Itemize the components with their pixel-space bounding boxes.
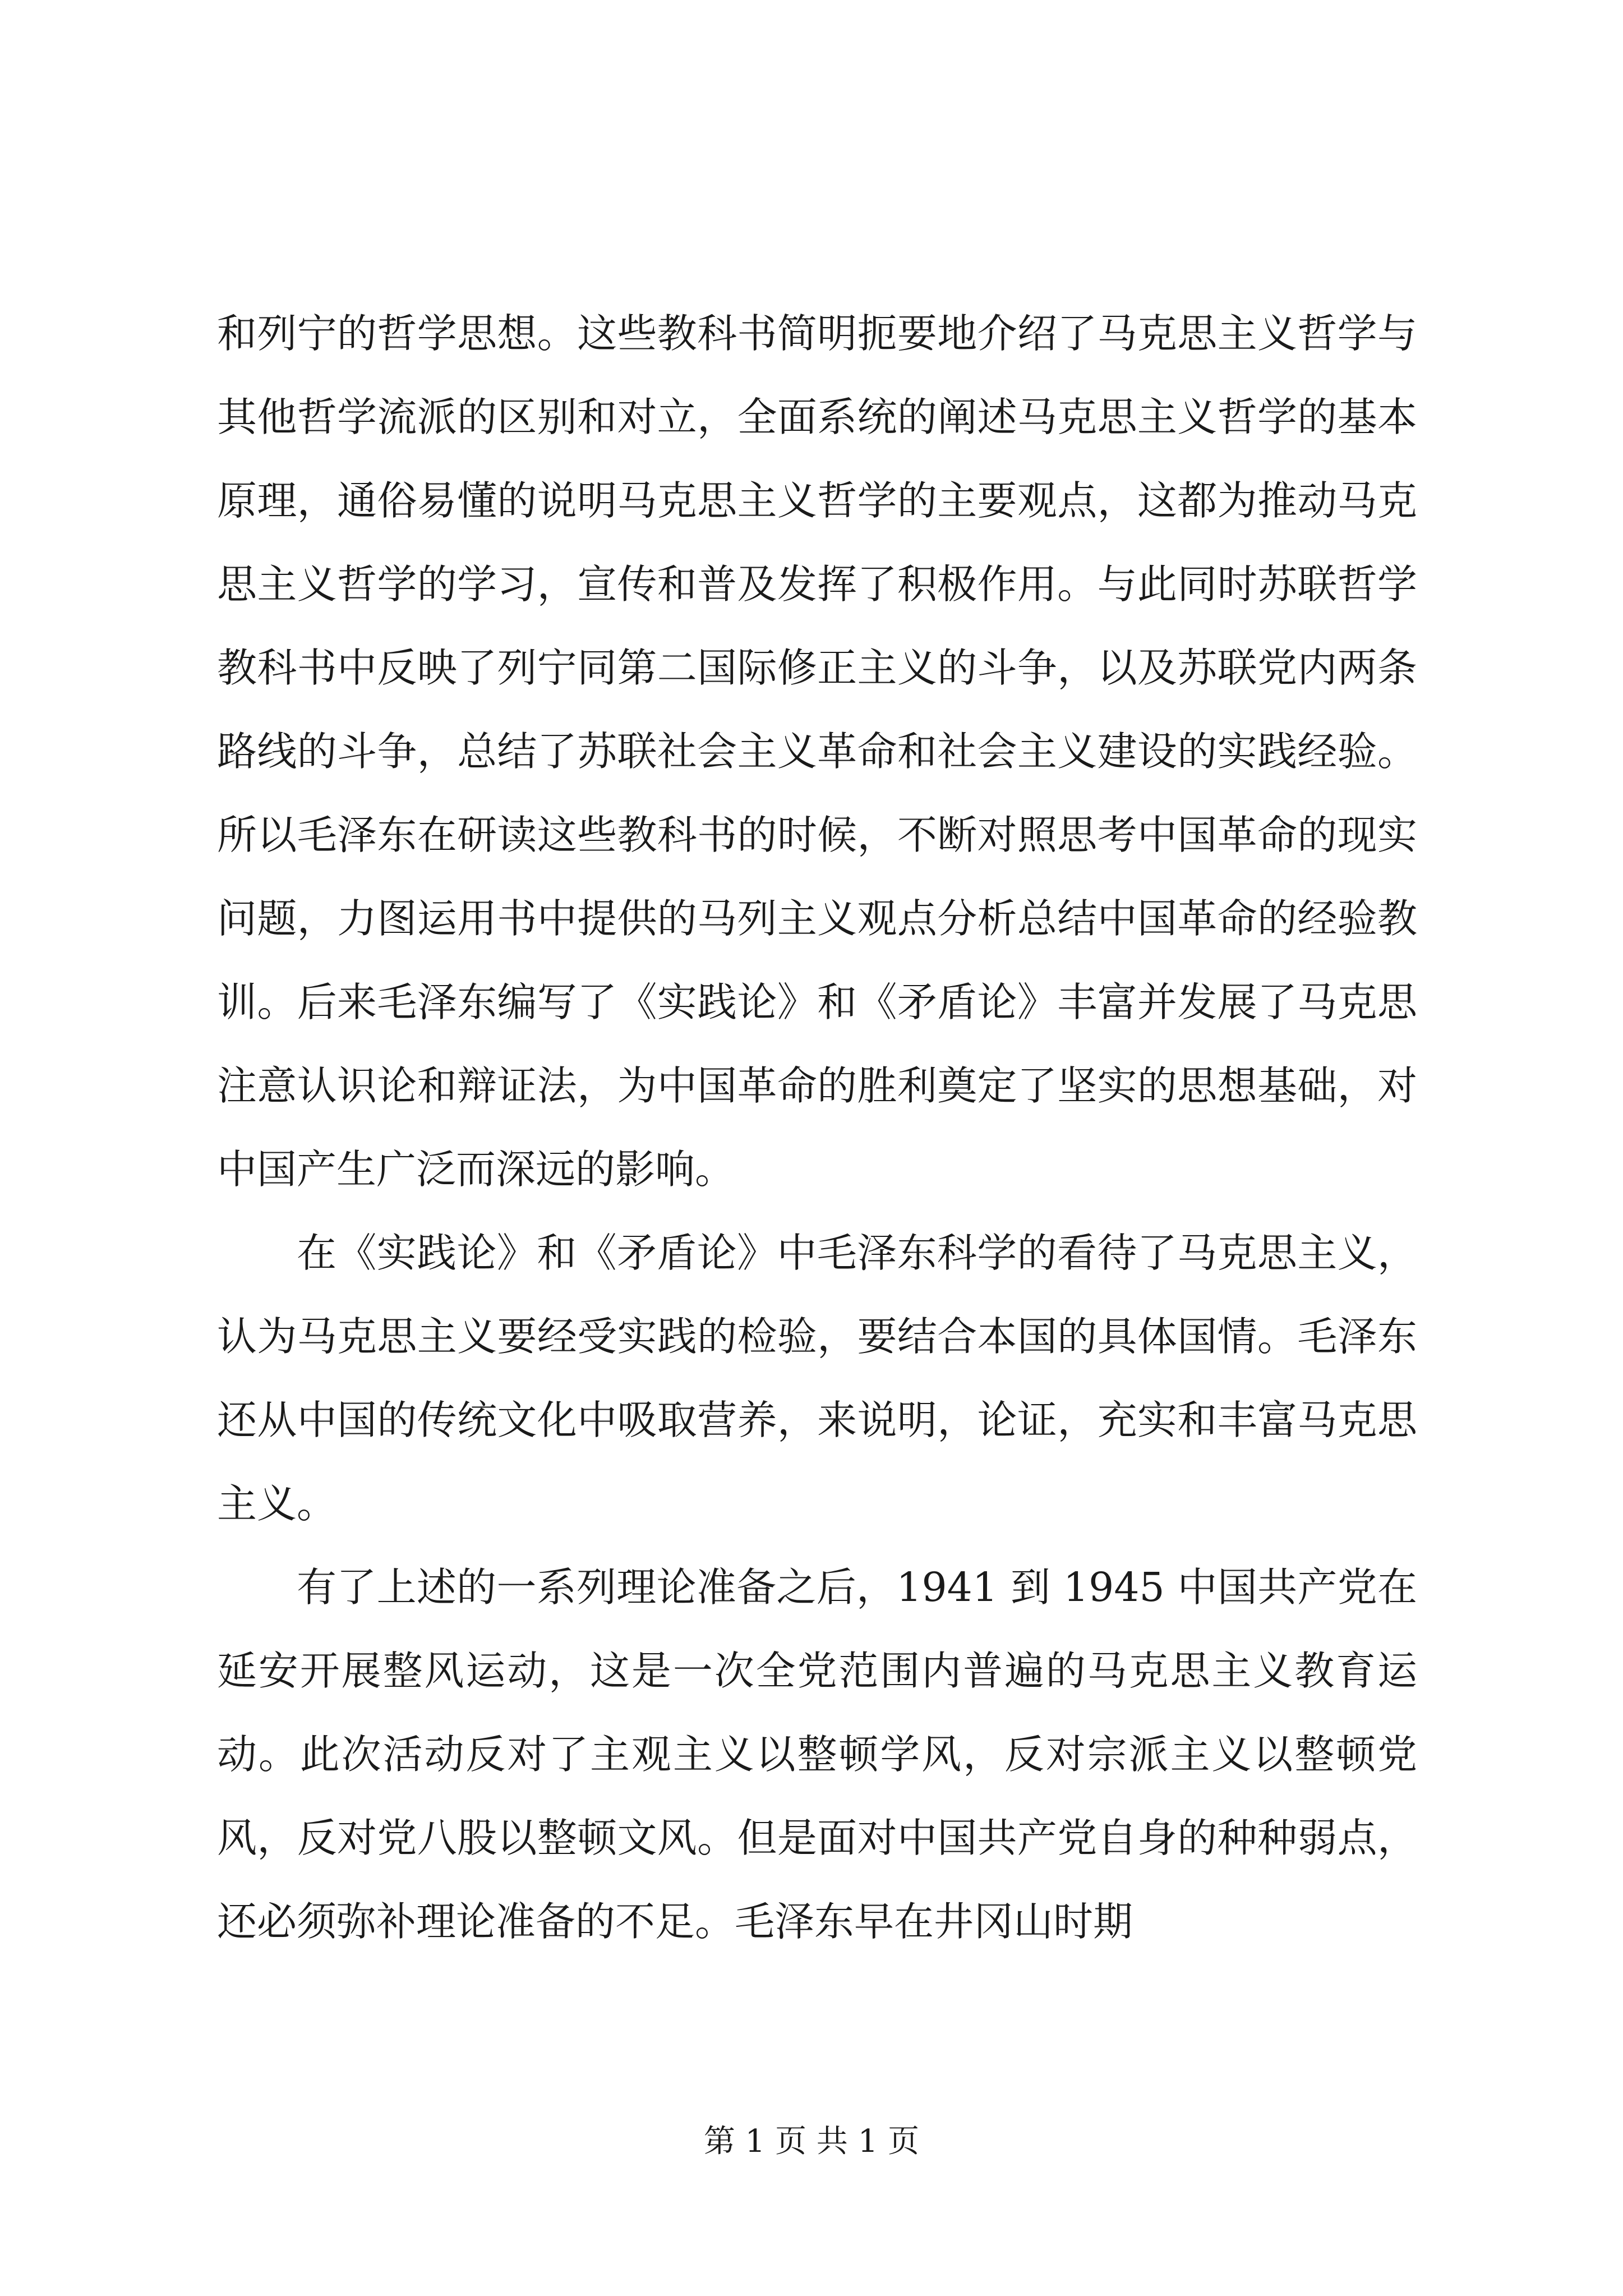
page-footer: 第 1 页 共 1 页 xyxy=(703,2123,920,2160)
paragraph-2: 在《实践论》和《矛盾论》中毛泽东科学的看待了马克思主义，认为马克思主义要经受实践的检验，要结合本国的具体国情。毛泽东还从中国的传统文化中吸取营养，来说明，论证，充实和丰富马克思主义。 xyxy=(217,1230,1417,1527)
paragraph-3: 有了上述的一系列理论准备之后，1941 到 1945 中国共产党在延安开展整风运动，这是一次全党范围内普遍的马克思主义教育运动。此次活动反对了主观主义以整顿学风，反对宗派主义以整顿党风，反对党八股以整顿文风。但是面对中国共产党自身的种种弱点，还必须弥补理论准备的不足。毛泽东早在井冈山时期 xyxy=(217,1564,1417,1945)
paragraph-1: 和列宁的哲学思想。这些教科书简明扼要地介绍了马克思主义哲学与其他哲学流派的区别和对立，全面系统的阐述马克思主义哲学的基本原理，通俗易懂的说明马克思主义哲学的主要观点，这都为推动马克思主义哲学的学习，宣传和普及发挥了积极作用。与此同时苏联哲学教科书中反映了列宁同第二国际修正主义的斗争，以及苏联党内两条路线的斗争，总结了苏联社会主义革命和社会主义建设的实践经验。所以毛泽东在研读这些教科书的时候，不断对照思考中国革命的现实问题，力图运用书中提供的马列主义观点分析总结中国革命的经验教训。后来毛泽东编写了《实践论》和《矛盾论》丰富并发展了马克思注意认识论和辩证法，为中国革命的胜利奠定了坚实的思想基础，对中国产生广泛而深远的影响。 xyxy=(217,310,1417,1193)
document-body xyxy=(217,292,1417,1963)
